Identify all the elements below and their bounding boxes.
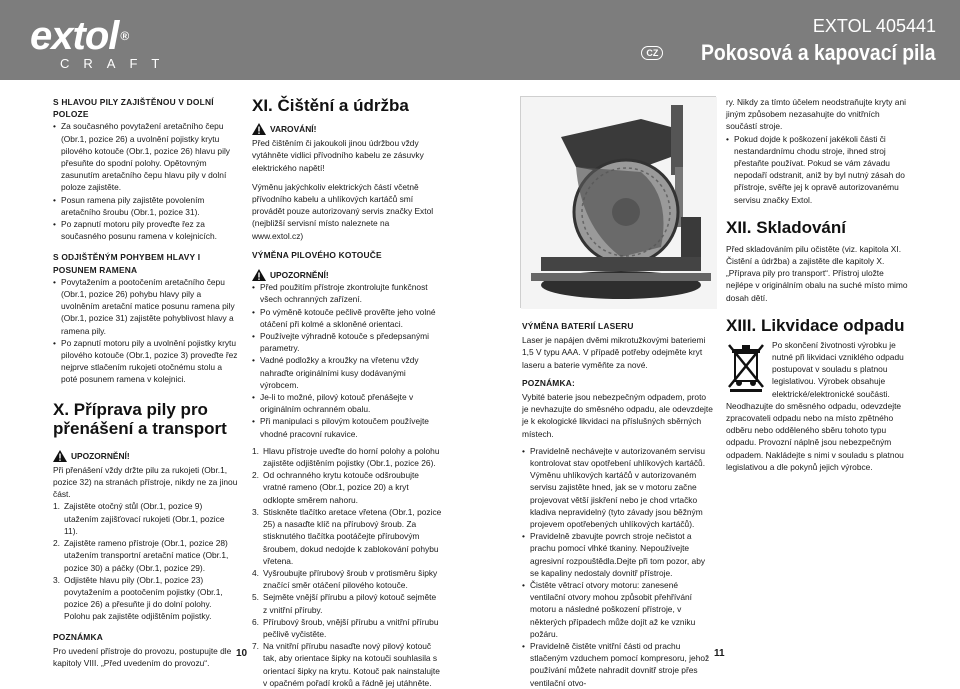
language-badge: CZ bbox=[641, 46, 663, 60]
paragraph: Pro uvedení přístroje do provozu, postupujte dle kapitoly VIII. „Před uvedením do provozu“. bbox=[53, 645, 232, 668]
list-item: • Po zapnutí motoru pily a uvolnění pojistky krytu pilového kotouče (Obr.1, pozice 3) proveďte řez nejprve stlačením rukojeti otočnému stolu a poté posunem ramena v kolejnici. bbox=[53, 337, 239, 386]
warning-text: UPOZORNĚNÍ! bbox=[71, 450, 130, 461]
warning-label bbox=[252, 269, 442, 281]
warning-text: VAROVÁNÍ! bbox=[270, 124, 317, 134]
list-item: 4. Vyšroubujte přírubový šroub v protisměru šipky značící směr otáčení pilového kotouče. bbox=[252, 567, 438, 591]
list-item: 2. Zajistěte rameno přístroje (Obr.1, pozice 28) utažením transportní aretační matice (Obr.1, pozice 30) a páčky (Obr.1, pozice 29). bbox=[53, 538, 229, 573]
list-item: • Před použitím přístroje zkontrolujte funkčnost všech ochranných zařízení. bbox=[252, 281, 442, 305]
warning-triangle-icon bbox=[53, 450, 67, 462]
list-item: • Pravidelně čistěte vnitřní části od prachu stlačeným vzduchem pomocí kompresoru, jehož používání můžete nahradit dovnitř stroje přes ventilační otvo- bbox=[522, 640, 714, 689]
list-item: 1. Hlavu přístroje uveďte do horní polohy a polohu zajistěte odjištěním pojistky (Obr.1, pozice 26). bbox=[252, 445, 440, 469]
column-4 bbox=[726, 96, 912, 473]
list-item: 6. Přírubový šroub, vnější přírubu a vnitřní přírubu pečlivě vyčistěte. bbox=[252, 616, 439, 639]
list-item: 3. Stiskněte tlačítko aretace vřetena (Obr.1, pozice 25) a nasaďte klíč na přírubový šroub. Za stisknutého tlačítka pootáčejte přírubovým šroubem, dokud nedojde k zablokování pohybu vřetena. bbox=[252, 506, 442, 566]
warning-text: UPOZORNĚNÍ! bbox=[270, 270, 329, 281]
paragraph: Vybité baterie jsou nebezpečným odpadem, proto je nevhazujte do směsného odpadu, ale odevzdejte je k ekologické likvidaci na příslušných sběrných místech. bbox=[522, 392, 713, 439]
extol-logo bbox=[30, 14, 174, 72]
list-item: 7. Na vnitřní přírubu nasaďte nový pilový kotouč tak, aby orientace šipky na kotouči souhlasila s orientací šipky na krytu. Kotouč pak nainstalujte v opačném pořadí kroků a řádně jej utáhněte. bbox=[252, 641, 440, 688]
bullet-list bbox=[252, 281, 442, 440]
list-item: • Vadné podložky a kroužky na vřetenu vždy nahraďte originálními kusy dodávanými výrobcem. bbox=[252, 354, 442, 391]
list-item: 3. Odjistěte hlavu pily (Obr.1, pozice 23) povytažením a pootočením pojistky (Obr.1, pozice 26) a přesuňte ji do dolní polohy. Polohu pak zajistěte odjištěním pojistky. bbox=[53, 574, 223, 622]
bullet-list bbox=[726, 96, 912, 206]
section-heading: VÝMĚNA PILOVÉHO KOTOUČE bbox=[252, 249, 382, 260]
warning-label bbox=[53, 450, 239, 462]
paragraph: Výměnu jakýchkoliv elektrických částí včetně přívodního kabelu a uhlíkových kartáčů smí provádět pouze autorizovaný servis značky Extol (nejbližší servisní místo naleznete na www.extol.cz) bbox=[252, 181, 434, 241]
list-item: • Pravidelně nechávejte v autorizovaném servisu kontrolovat stav opotřebení uhlíkových kartáčů. Výměnu uhlíkových kartáčů v autorizovaném servisu zajistěte hned, jak se v motoru začne projevovat větší jiskření nebo je chod vrtačko kladiva nepravidelný (tyto závady jsou běžným projevem opotřebených uhlíkových kartáčů). bbox=[522, 445, 714, 530]
list-item: • Je-li to možné, pilový kotouč přenášejte v originálním ochranném obalu. bbox=[252, 391, 442, 415]
list-item: • Pokud dojde k poškození jakékoli části či nestandardnímu chodu stroje, ihned stroj přestaňte používat. Pokud se vám závadu nepodaří odstranit, aniž by byl nutný zásah do přístroje, svěřte jej k opravě autorizovanému servisu značky Extol. bbox=[726, 133, 912, 206]
column-1 bbox=[53, 96, 239, 669]
chapter-heading: X. Příprava pily pro přenášení a transport bbox=[53, 399, 227, 438]
list-item: • Pravidelně zbavujte povrch stroje nečistot a prachu pomocí vlhké tkaniny. Nepoužívejte agresivní rozpouštědla.Dejte při tom pozor, aby se kapaliny nedostaly dovnitř přístroje. bbox=[522, 530, 714, 579]
paragraph: Laser je napájen dvěmi mikrotužkovými bateriemi 1,5 V typu AAA. V případě potřeby odejměte kryt laseru a baterie vyměňte za nové. bbox=[522, 335, 706, 370]
chapter-heading: XII. Skladování bbox=[726, 217, 846, 237]
crossed-out-bin-icon bbox=[726, 341, 766, 393]
document-title: Pokosová a kapovací pila bbox=[701, 40, 936, 65]
chapter-heading: XI. Čištění a údržba bbox=[252, 96, 409, 115]
logo-word: extol bbox=[30, 14, 119, 58]
list-item: • Používejte výhradně kotouče s předepsanými parametry. bbox=[252, 330, 442, 354]
page-number: 10 bbox=[236, 648, 248, 659]
list-item: • Posun ramena pily zajistěte povolením aretačního šroubu (Obr.1, pozice 31). bbox=[53, 194, 239, 218]
numbered-list bbox=[252, 445, 442, 689]
numbered-list bbox=[53, 500, 239, 622]
column-3 bbox=[522, 320, 714, 689]
miter-saw-illustration bbox=[521, 97, 717, 309]
paragraph: Při přenášení vždy držte pilu za rukojeti (Obr.1, pozice 32) na stranách přístroje, nikdy ne za jinou část. bbox=[53, 464, 238, 500]
list-item: • Po zapnutí motoru pily proveďte řez za současného posunu ramena v kolejnicích. bbox=[53, 218, 239, 242]
paragraph: Před čištěním či jakoukoli jinou údržbou vždy vytáhněte vidlici přívodního kabelu ze zásuvky elektrického napětí! bbox=[252, 138, 424, 173]
saw-photo bbox=[520, 96, 716, 308]
logo-subtitle: CRAFT bbox=[60, 56, 174, 71]
list-item: • Povytažením a pootočením aretačního čepu (Obr.1, pozice 26) pohybu hlavy pily a uvolněním aretační matice posunu ramena pily (Obr.1, pozice 31) zajistěte pohyblivost hlavy a ramena pily. bbox=[53, 276, 239, 337]
note-heading: POZNÁMKA: bbox=[522, 377, 575, 388]
paragraph: Po skončení životnosti výrobku je nutné při likvidaci vzniklého odpadu postupovat v souladu s platnou legislativou. Výrobek obsahuje elektrické/elektronické součásti. Neodhazujte do směsného odpadu, odevzdejte zpracovateli odpadu nebo na místo zpětného odběru nebo odděleného sběru tohoto typu odpadu. Provozní náplně jsou nebezpečným odpadem. Nakládejte s nimi v souladu s platnou legislativou a dle pokynů jejich výrobce. bbox=[726, 339, 904, 472]
list-item: 1. Zajistěte otočný stůl (Obr.1, pozice 9) utažením zajišťovací rukojeti (Obr.1, pozice 11). bbox=[53, 501, 225, 536]
section-heading: S HLAVOU PILY ZAJIŠTĚNOU V DOLNÍ POLOZE bbox=[53, 97, 214, 120]
bullet-list bbox=[53, 120, 239, 242]
note-heading: POZNÁMKA bbox=[53, 631, 103, 642]
list-item-continued: ry. Nikdy za tímto účelem neodstraňujte kryty ani jiným způsobem nezasahujte do vnitřních součástí stroje. bbox=[726, 97, 906, 132]
page-header bbox=[0, 0, 960, 80]
list-item: 5. Sejměte vnější přírubu a pilový kotouč sejměte z vnitřní příruby. bbox=[252, 592, 437, 615]
logo-registered-mark: ® bbox=[120, 29, 129, 43]
list-item: • Při manipulaci s pilovým kotoučem používejte vhodné pracovní rukavice. bbox=[252, 415, 442, 439]
list-item: • Za současného povytažení aretačního čepu (Obr.1, pozice 26) a uvolnění pojistky krytu pilového kotouče (Obr.1, pozice 26) hlavu pily přesuňte do spodní polohy. Opětovným zasunutím aretačního čepu hlavu pily v dolní poloze zajistěte. bbox=[53, 120, 239, 193]
warning-triangle-icon bbox=[252, 269, 266, 281]
waste-block bbox=[726, 339, 912, 473]
bullet-list bbox=[53, 276, 239, 386]
paragraph: Před skladováním pilu očistěte (viz. kapitola XI. Čistění a údržba) a zajistěte dle kapitoly X. „Příprava pily pro transport“. Přístroj uložte nejlépe v originálním obalu na suché místo mimo dosah dětí. bbox=[726, 243, 908, 303]
list-item: • Čistěte větrací otvory motoru: zanesené ventilační otvory mohou způsobit přehřívání motoru a následné poškození přístroje, v některých případech může dojít až ke vzniku požáru. bbox=[522, 579, 714, 640]
section-heading: VÝMĚNA BATERIÍ LASERU bbox=[522, 321, 634, 331]
warning-triangle-icon bbox=[252, 123, 266, 135]
list-item: 2. Od ochranného krytu kotouče odšroubujte vratné rameno (Obr.1, pozice 20) a kryt odklopte směrem nahoru. bbox=[252, 470, 419, 505]
chapter-heading: XIII. Likvidace odpadu bbox=[726, 315, 905, 335]
list-item: • Po výměně kotouče pečlivě prověřte jeho volné otáčení při kolmé a skloněné orientaci. bbox=[252, 306, 442, 330]
bullet-list bbox=[522, 445, 714, 689]
page-number: 11 bbox=[714, 648, 725, 659]
section-heading: S ODJIŠTĚNÝM POHYBEM HLAVY I POSUNEM RAMENA bbox=[53, 252, 201, 275]
product-model: EXTOL 405441 bbox=[812, 16, 936, 36]
column-2 bbox=[252, 96, 442, 689]
warning-label bbox=[252, 123, 442, 135]
